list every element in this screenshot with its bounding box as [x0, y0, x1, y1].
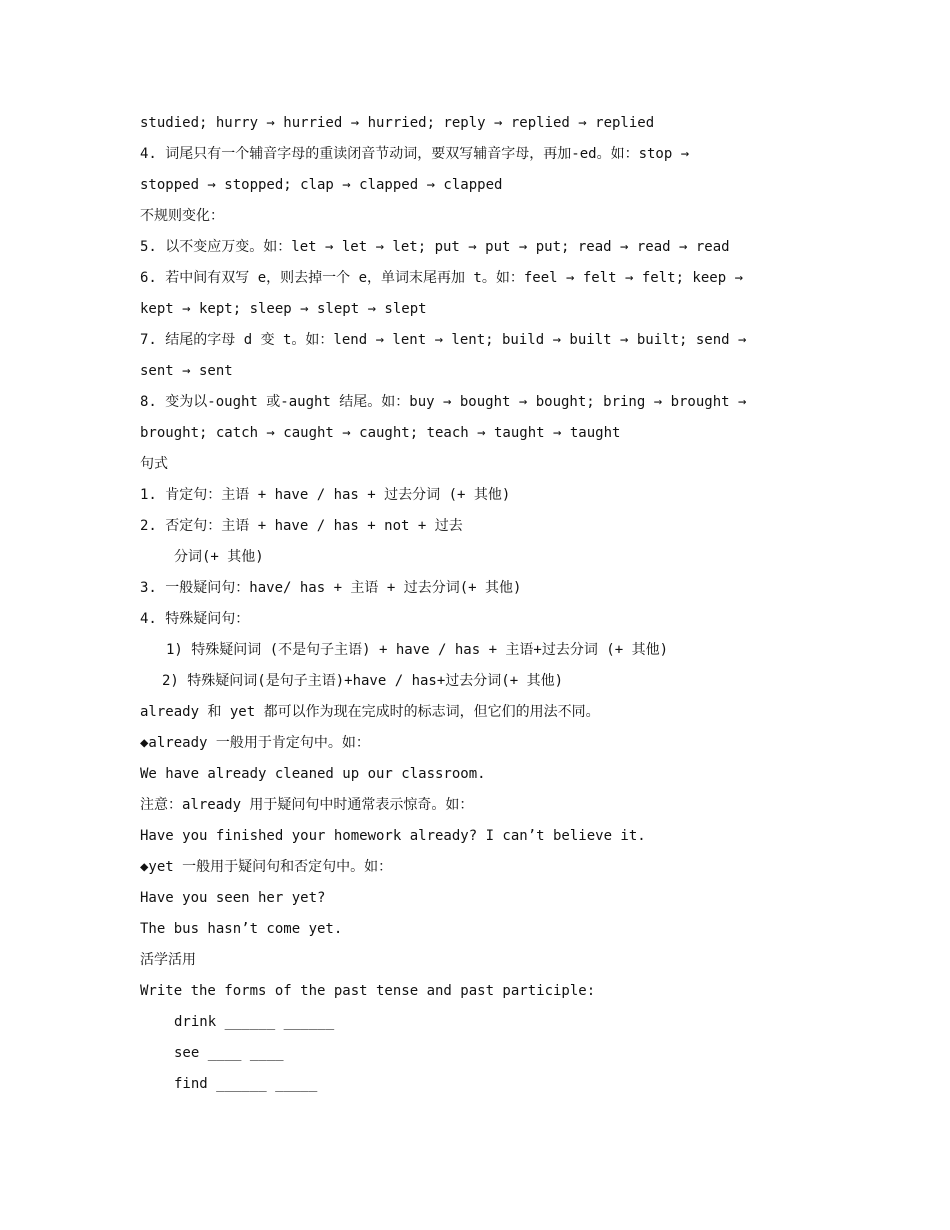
section-heading-irregular: 不规则变化： — [140, 208, 224, 224]
text-line-special-question-2: 2) 特殊疑问词(是句子主语)+have / has+过去分词(+ 其他) — [162, 673, 564, 689]
text-line-example-4: The bus hasn’t come yet. — [140, 921, 343, 937]
text-line-negative-cont: 分词(+ 其他) — [174, 549, 264, 565]
document-body — [140, 108, 830, 1100]
text-line-exercise-instruction: Write the forms of the past tense and past participle: — [140, 983, 596, 999]
text-line-negative: 2. 否定句：主语 + have / has + not + 过去 — [140, 518, 463, 534]
text-line-rule-7: 7. 结尾的字母 d 变 t。如：lend → lent → lent; build → built → built; send → — [140, 332, 747, 348]
text-line-regular-rule-cont: studied; hurry → hurried → hurried; reply → replied → replied — [140, 115, 655, 131]
text-line-rule-5: 5. 以不变应万变。如：let → let → let; put → put → put; read → read → read — [140, 239, 730, 255]
text-line-special-question: 4. 特殊疑问句： — [140, 611, 250, 627]
section-heading-sentence-patterns: 句式 — [140, 456, 168, 472]
exercise-item-drink: drink ______ ______ — [174, 1014, 335, 1030]
text-line-rule-4-cont: stopped → stopped; clap → clapped → clapped — [140, 177, 503, 193]
text-line-general-question: 3. 一般疑问句：have/ has + 主语 + 过去分词(+ 其他) — [140, 580, 522, 596]
text-line-special-question-1: 1) 特殊疑问词 (不是句子主语) + have / has + 主语+过去分词 (+ 其他) — [166, 642, 669, 658]
text-line-already-yet: already 和 yet 都可以作为现在完成时的标志词，但它们的用法不同。 — [140, 704, 600, 720]
text-line-note: 注意：already 用于疑问句中时通常表示惊奇。如： — [140, 797, 474, 813]
exercise-item-find: find ______ _____ — [174, 1076, 318, 1092]
text-line-example-3: Have you seen her yet? — [140, 890, 326, 906]
text-line-affirmative: 1. 肯定句：主语 + have / has + 过去分词 (+ 其他) — [140, 487, 511, 503]
text-line-rule-7-cont: sent → sent — [140, 363, 233, 379]
text-line-rule-4: 4. 词尾只有一个辅音字母的重读闭音节动词，要双写辅音字母，再加-ed。如：stop → — [140, 146, 690, 162]
text-line-rule-6-cont: kept → kept; sleep → slept → slept — [140, 301, 427, 317]
text-line-rule-8-cont: brought; catch → caught → caught; teach → taught → taught — [140, 425, 621, 441]
exercise-item-see: see ____ ____ — [174, 1045, 284, 1061]
text-line-already-usage: ◆already 一般用于肯定句中。如： — [140, 735, 370, 751]
text-line-example-2: Have you finished your homework already? I can’t believe it. — [140, 828, 646, 844]
text-line-yet-usage: ◆yet 一般用于疑问句和否定句中。如： — [140, 859, 393, 875]
section-heading-practice: 活学活用 — [140, 952, 196, 968]
text-line-rule-8: 8. 变为以-ought 或-aught 结尾。如：buy → bought → bought; bring → brought → — [140, 394, 747, 410]
text-line-rule-6: 6. 若中间有双写 e，则去掉一个 e，单词末尾再加 t。如：feel → felt → felt; keep → — [140, 270, 744, 286]
text-line-example-1: We have already cleaned up our classroom. — [140, 766, 486, 782]
